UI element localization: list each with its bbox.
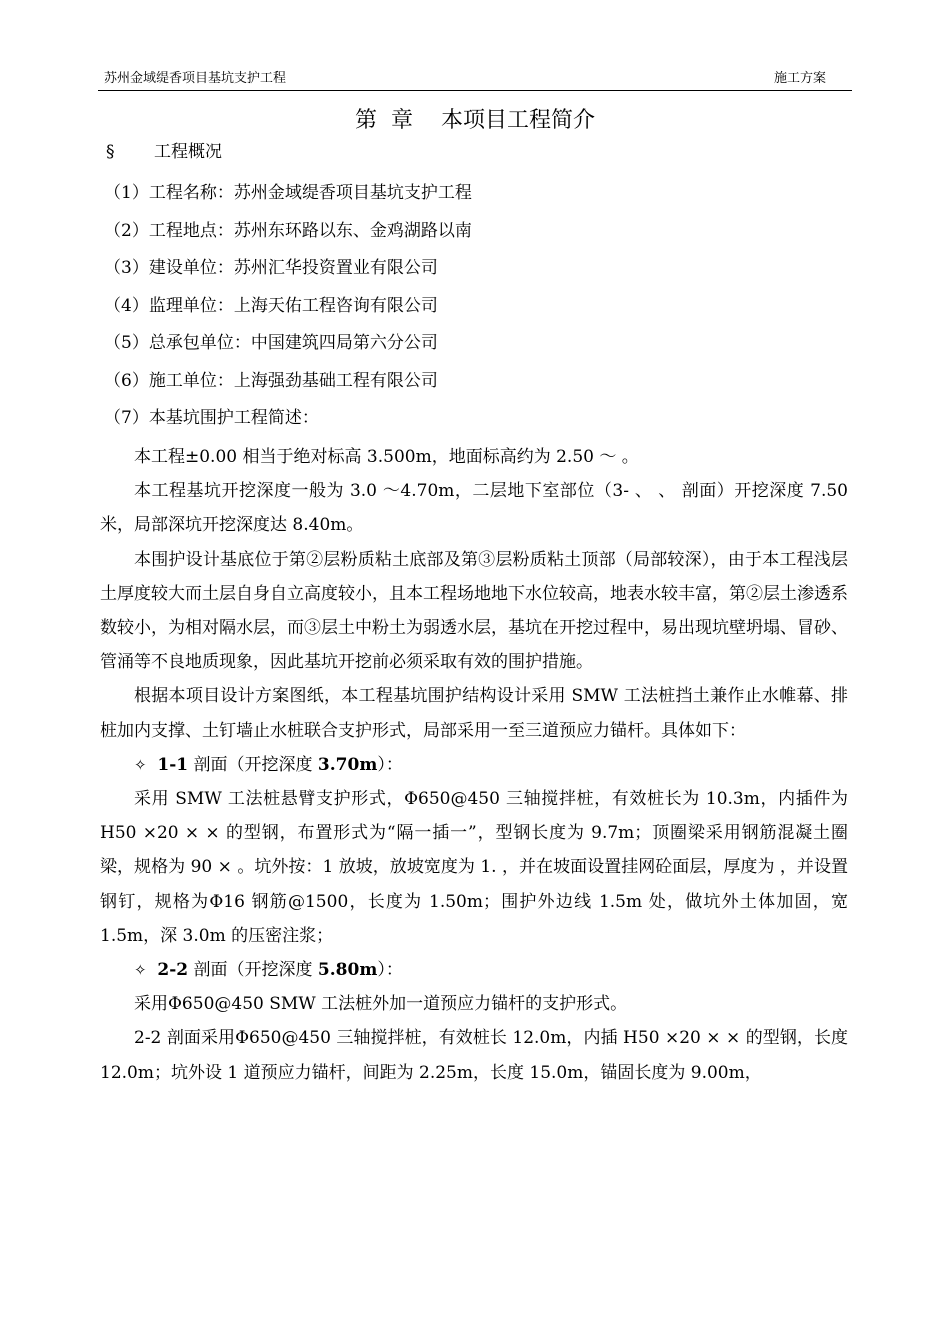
page-header (98, 68, 852, 90)
subsection-depth: 5.80m (317, 960, 378, 981)
header-rule (98, 90, 852, 91)
list-item: （3）建设单位：苏州汇华投资置业有限公司 (104, 258, 438, 278)
list-item: （7）本基坑围护工程简述： (104, 408, 319, 428)
subsection-2-2 (100, 953, 848, 987)
list-item: （6）施工单位：上海强劲基础工程有限公司 (104, 370, 438, 391)
section-mark: § (106, 142, 115, 162)
list-item: （4）监理单位：上海天佑工程咨询有限公司 (104, 295, 438, 316)
paragraph-1-1-details: 采用 SMW 工法桩悬臂支护形式，Φ650@450 三轴搅拌桩，有效桩长为 10.3m，内插件为 H50 ×20 × × 的型钢，布置形式为“隔一插一”，型钢长度为 9.7m；顶圈梁采用钢筋混凝土圈梁，规格为 90 × 。坑外按：1 放坡，放坡宽度为 1. ，并在坡面设置挂网砼面层，厚度为 ，并设置钢钉，规格为Φ16 钢筋@1500，长度为 1.50m；围护外边线 1.5m 处，做坑外土体加固，宽 1.5m，深 3.0m 的压密注浆； (100, 789, 848, 946)
paragraph-elevation: 本工程±0.00 相当于绝对标高 3.500m，地面标高约为 2.50 ～ 。 (134, 447, 639, 467)
section-heading (106, 140, 222, 164)
paragraph-support-design: 根据本项目设计方案图纸，本工程基坑围护结构设计采用 SMW 工法桩挡土兼作止水帷幕、排桩加内支撑、土钉墙止水桩联合支护形式，局部采用一至三道预应力锚杆。具体如下： (100, 686, 848, 741)
chapter-title: 第 章 本项目工程简介 (355, 108, 595, 133)
paragraph-2-2-summary: 采用Φ650@450 SMW 工法桩外加一道预应力锚杆的支护形式。 (134, 994, 628, 1015)
subsection-end: ）： (377, 754, 403, 775)
subsection-number: 2-2 (157, 960, 189, 981)
subsection-label: 剖面（开挖深度 (188, 960, 318, 981)
paragraph-excavation-depth: 本工程基坑开挖深度一般为 3.0 ～4.70m，二层地下室部位（3- 、 、 剖面）开挖深度 7.50 米，局部深坑开挖深度达 8.40m。 (100, 481, 848, 536)
diamond-bullet-icon: ✧ (134, 961, 147, 980)
subsection-label: 剖面（开挖深度 (188, 754, 318, 775)
subsection-number: 1-1 (157, 754, 189, 775)
subsection-end: ）： (377, 960, 403, 981)
paragraph-geology: 本围护设计基底位于第②层粉质粘土底部及第③层粉质粘土顶部（局部较深），由于本工程浅层土厚度较大而土层自身自立高度较小，且本工程场地地下水位较高，地表水较丰富，第②层土渗透系数较小，为相对隔水层，而③层土中粉土为弱透水层，基坑在开挖过程中，易出现坑壁坍塌、冒砂、管涌等不良地质现象，因此基坑开挖前必须采取有效的围护措施。 (100, 549, 848, 673)
paragraph-2-2-details: 2-2 剖面采用Φ650@450 三轴搅拌桩，有效桩长 12.0m，内插 H50 ×20 × × 的型钢，长度 12.0m；坑外设 1 道预应力锚杆，间距为 2.25m，长度 15.0m，锚固长度为 9.00m， (100, 1028, 848, 1083)
diamond-bullet-icon: ✧ (134, 755, 147, 774)
project-info-list (104, 175, 844, 438)
header-project-name: 苏州金域缇香项目基坑支护工程 (104, 71, 287, 86)
header-doc-type: 施工方案 (773, 71, 826, 86)
list-item: （2）工程地点：苏州东环路以东、金鸡湖路以南 (104, 220, 472, 241)
body-text (100, 440, 848, 1090)
subsection-depth: 3.70m (317, 754, 378, 775)
section-label: 工程概况 (154, 142, 222, 162)
list-item: （1）工程名称：苏州金域缇香项目基坑支护工程 (104, 183, 472, 203)
subsection-1-1 (100, 748, 848, 782)
list-item: （5）总承包单位：中国建筑四局第六分公司 (104, 333, 438, 353)
